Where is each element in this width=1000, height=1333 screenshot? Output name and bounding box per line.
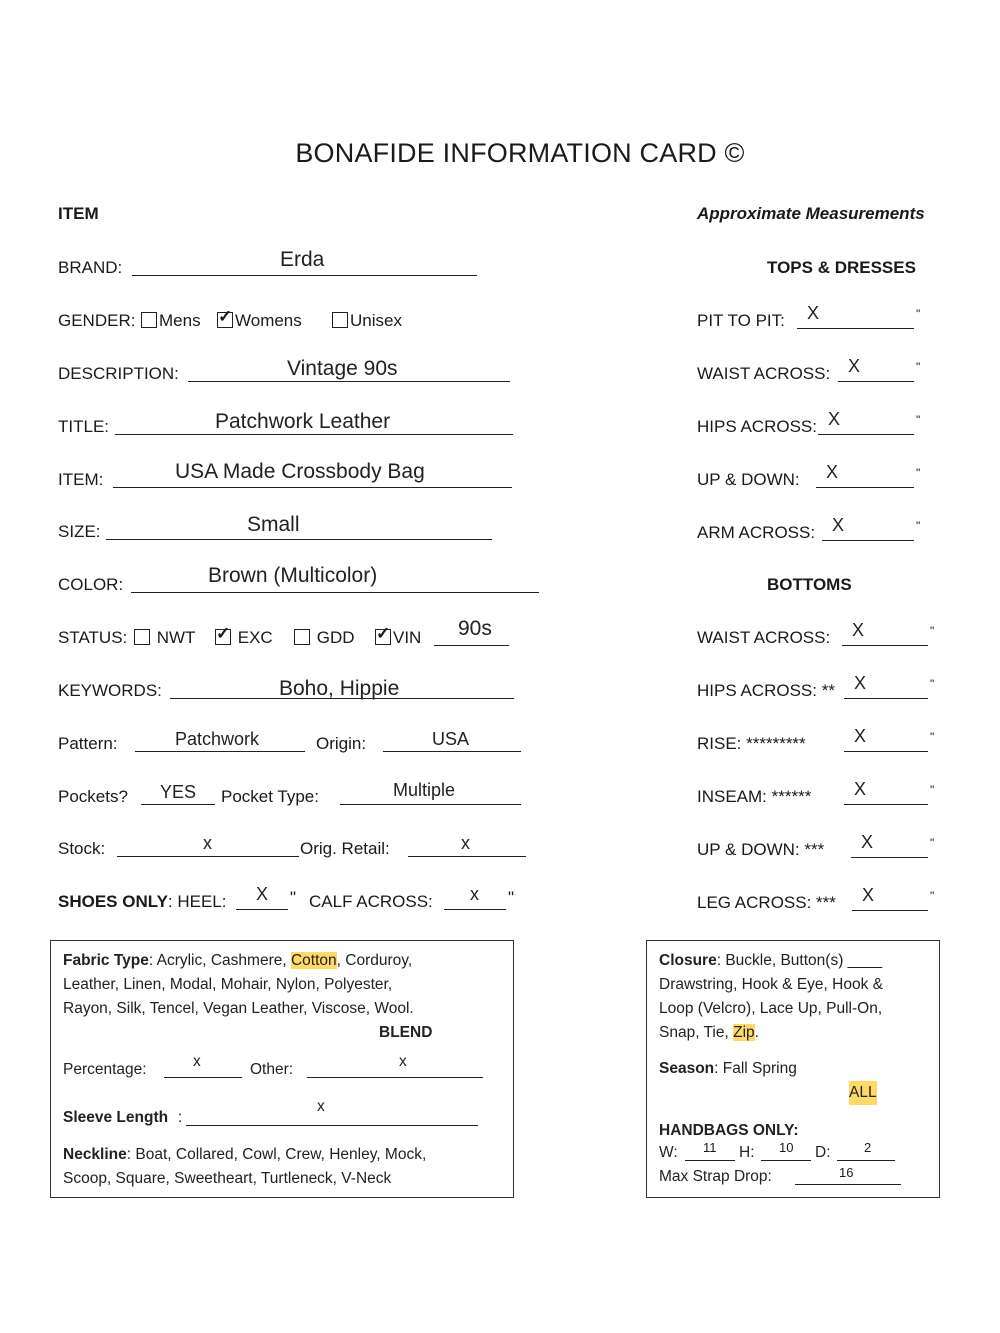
neckline-line-2: Scoop, Square, Sweetheart, Turtleneck, V-Neck (63, 1170, 392, 1187)
orig-retail-label: Orig. Retail: (300, 839, 390, 858)
other-label: Other: (250, 1061, 294, 1078)
strap-line (795, 1184, 901, 1185)
size-line (106, 539, 492, 540)
tops-measure-label: UP & DOWN: (697, 470, 800, 489)
tops-measure-line (838, 381, 914, 382)
tops-measure-label: ARM ACROSS: (697, 523, 816, 542)
gdd-checkbox[interactable] (294, 629, 310, 645)
color-line (131, 592, 539, 593)
tops-measure-inch-mark: " (916, 519, 921, 533)
neckline-list-start: : Boat, Collared, Cowl, Crew, Henley, Mock, (126, 1146, 427, 1163)
season-label: Season (659, 1060, 715, 1077)
tops-measure-value[interactable]: X (828, 409, 841, 429)
exc-label: EXC (237, 628, 273, 647)
calf-label: CALF ACROSS: (309, 892, 433, 911)
unisex-label: Unisex (350, 311, 402, 330)
shoes-label (58, 892, 227, 912)
bottoms-measure-value[interactable]: X (854, 726, 867, 746)
strap-label: Max Strap Drop: (659, 1168, 772, 1185)
w-label: W: (659, 1144, 678, 1161)
percentage-label: Percentage: (63, 1061, 147, 1078)
heel-line (236, 909, 288, 910)
origin-label: Origin: (316, 734, 367, 753)
bottoms-measure-inch-mark: " (930, 836, 935, 850)
season-line (659, 1057, 797, 1081)
pattern-label: Pattern: (58, 734, 118, 753)
bottoms-measure-label: WAIST ACROSS: (697, 628, 831, 647)
size-value[interactable]: Small (247, 513, 300, 536)
shoes-only-label: SHOES ONLY (58, 892, 168, 911)
description-value[interactable]: Vintage 90s (287, 357, 398, 380)
tops-measure-label: PIT TO PIT: (697, 311, 785, 330)
bottoms-measure-inch-mark: " (930, 730, 935, 744)
sleeve-line (186, 1125, 478, 1126)
item-header: ITEM (58, 204, 99, 223)
closure-line-2: Drawstring, Hook & Eye, Hook & (659, 976, 883, 993)
fabric-list-start: : Acrylic, Cashmere, (148, 952, 291, 969)
mens-checkbox[interactable] (141, 312, 157, 328)
sleeve-label: Sleeve Length (63, 1109, 169, 1126)
card-title: BONAFIDE INFORMATION CARD © (295, 138, 745, 168)
measurements-header: Approximate Measurements (697, 204, 925, 223)
tops-measure-line (818, 434, 914, 435)
bottoms-measure-line (844, 698, 928, 699)
pocket-type-value[interactable]: Multiple (393, 780, 456, 800)
bottoms-measure-inch-mark: " (930, 889, 935, 903)
item-label: ITEM: (58, 470, 104, 489)
h-line (761, 1160, 811, 1161)
blend-label: BLEND (379, 1024, 433, 1041)
other-value[interactable]: x (399, 1053, 407, 1070)
bottoms-measure-value[interactable]: X (854, 779, 867, 799)
w-line (685, 1160, 735, 1161)
heel-value[interactable]: X (256, 884, 269, 904)
bottoms-measure-line (851, 857, 928, 858)
tops-measure-value[interactable]: X (826, 462, 839, 482)
womens-checkbox[interactable] (217, 312, 233, 328)
calf-value[interactable]: x (470, 884, 479, 904)
tops-measure-inch-mark: " (916, 360, 921, 374)
bottoms-measure-inch-mark: " (930, 783, 935, 797)
vin-label: VIN (393, 628, 422, 647)
tops-measure-value[interactable]: X (848, 356, 861, 376)
strap-value[interactable]: 16 (839, 1165, 854, 1180)
season-selected[interactable]: ALL (849, 1081, 877, 1105)
tops-measure-inch-mark: " (916, 307, 921, 321)
percentage-value[interactable]: x (193, 1053, 201, 1070)
nwt-checkbox[interactable] (134, 629, 150, 645)
closure-list-start: : Buckle, Button(s) ____ (716, 952, 883, 969)
status-option-nwt[interactable] (134, 628, 195, 648)
pockets-value[interactable]: YES (160, 782, 197, 802)
bottoms-measure-label: HIPS ACROSS: ** (697, 681, 835, 700)
tops-measure-value[interactable]: X (832, 515, 845, 535)
tops-measure-inch-mark: " (916, 466, 921, 480)
bottoms-measure-label: LEG ACROSS: *** (697, 893, 836, 912)
neckline-label: Neckline (63, 1146, 127, 1163)
stock-label: Stock: (58, 839, 106, 858)
season-options: : Fall Spring (714, 1060, 797, 1077)
sleeve-value[interactable]: x (317, 1098, 325, 1115)
other-line (307, 1077, 483, 1078)
status-option-gdd[interactable] (294, 628, 355, 648)
fabric-selected[interactable]: Cotton (290, 952, 337, 969)
gender-option-womens[interactable] (217, 311, 302, 331)
h-label: H: (739, 1144, 755, 1161)
bottoms-measure-line (844, 804, 928, 805)
fabric-line-1 (63, 949, 412, 973)
bottoms-measure-line (842, 645, 928, 646)
status-label: STATUS: (58, 628, 128, 647)
title-line (115, 434, 513, 435)
tops-measure-line (822, 540, 914, 541)
pockets-label: Pockets? (58, 787, 128, 806)
bottoms-measure-value[interactable]: X (862, 885, 875, 905)
tops-measure-line (797, 328, 914, 329)
bottoms-measure-value[interactable]: X (861, 832, 874, 852)
w-value[interactable]: 11 (703, 1140, 717, 1155)
gender-label: GENDER: (58, 311, 136, 330)
stock-line (117, 856, 299, 857)
closure-line-1 (659, 949, 882, 973)
size-label: SIZE: (58, 522, 101, 541)
description-label: DESCRIPTION: (58, 364, 179, 383)
heel-inch: " (290, 888, 297, 907)
handbags-label: HANDBAGS ONLY: (659, 1122, 799, 1139)
nwt-label: NWT (156, 628, 196, 647)
stock-value[interactable]: x (203, 833, 212, 853)
title-label: TITLE: (58, 417, 110, 436)
womens-label: Womens (235, 311, 302, 330)
tops-measure-value[interactable]: X (807, 303, 820, 323)
vin-checkbox[interactable] (375, 629, 391, 645)
tops-measure-label: WAIST ACROSS: (697, 364, 831, 383)
exc-checkbox[interactable] (215, 629, 231, 645)
color-value[interactable]: Brown (Multicolor) (208, 564, 378, 587)
brand-value[interactable]: Erda (280, 248, 325, 271)
gender-option-mens[interactable] (141, 311, 201, 331)
tops-measure-line (816, 487, 914, 488)
closure-period: . (754, 1024, 759, 1041)
gdd-label: GDD (316, 628, 355, 647)
calf-inch: " (508, 888, 515, 907)
status-option-exc[interactable] (215, 628, 273, 648)
description-line (188, 381, 510, 382)
neckline-line-1 (63, 1143, 426, 1167)
fabric-list-end: , Corduroy, (336, 952, 413, 969)
item-value[interactable]: USA Made Crossbody Bag (175, 460, 425, 483)
bottoms-measure-line (844, 751, 928, 752)
status-option-vin[interactable] (375, 628, 421, 648)
calf-line (444, 909, 506, 910)
unisex-checkbox[interactable] (332, 312, 348, 328)
pattern-value[interactable]: Patchwork (175, 729, 260, 749)
origin-value[interactable]: USA (432, 729, 470, 749)
bottoms-measure-label: INSEAM: ****** (697, 787, 812, 806)
bottoms-measure-label: UP & DOWN: *** (697, 840, 825, 859)
pattern-line (135, 751, 305, 752)
keywords-label: KEYWORDS: (58, 681, 162, 700)
d-line (837, 1160, 895, 1161)
tops-measure-label: HIPS ACROSS: (697, 417, 817, 436)
bottoms-measure-inch-mark: " (930, 624, 935, 638)
d-label: D: (815, 1144, 831, 1161)
item-line (113, 487, 512, 488)
closure-label: Closure (659, 952, 717, 969)
fabric-line-3: Rayon, Silk, Tencel, Vegan Leather, Viscose, Wool. (63, 1000, 414, 1017)
color-label: COLOR: (58, 575, 124, 594)
gender-option-unisex[interactable] (332, 311, 402, 331)
closure-box (646, 940, 940, 1198)
bottoms-measure-label: RISE: ********* (697, 734, 806, 753)
tops-measure-inch-mark: " (916, 413, 921, 427)
closure-line-4 (659, 1021, 759, 1045)
fabric-box (50, 940, 514, 1198)
d-value[interactable]: 2 (864, 1140, 872, 1155)
origin-line (383, 751, 521, 752)
brand-line (132, 275, 477, 276)
orig-retail-line (408, 856, 526, 857)
h-value[interactable]: 10 (779, 1140, 794, 1155)
brand-label: BRAND: (58, 258, 123, 277)
fabric-line-2: Leather, Linen, Modal, Mohair, Nylon, Polyester, (63, 976, 393, 993)
tops-header: TOPS & DRESSES (767, 258, 916, 277)
percentage-line (164, 1077, 242, 1078)
keywords-value[interactable]: Boho, Hippie (279, 677, 400, 700)
mens-label: Mens (159, 311, 201, 330)
pocket-type-line (340, 804, 521, 805)
heel-label: : HEEL: (167, 892, 227, 911)
bottoms-measure-value[interactable]: X (852, 620, 865, 640)
pocket-type-label: Pocket Type: (221, 787, 319, 806)
closure-list-end: Snap, Tie, (659, 1024, 734, 1041)
orig-retail-value[interactable]: x (461, 833, 470, 853)
fabric-type-label: Fabric Type (63, 952, 149, 969)
pockets-line (141, 804, 215, 805)
bottoms-header: BOTTOMS (767, 575, 852, 594)
bottoms-measure-line (852, 910, 928, 911)
title-value[interactable]: Patchwork Leather (215, 410, 391, 433)
closure-line-3: Loop (Velcro), Lace Up, Pull-On, (659, 1000, 883, 1017)
vin-line (434, 645, 509, 646)
bottoms-measure-inch-mark: " (930, 677, 935, 691)
sleeve-colon: : (178, 1109, 183, 1126)
closure-selected[interactable]: Zip (733, 1024, 755, 1041)
bottoms-measure-value[interactable]: X (854, 673, 867, 693)
vin-value[interactable]: 90s (458, 617, 492, 640)
